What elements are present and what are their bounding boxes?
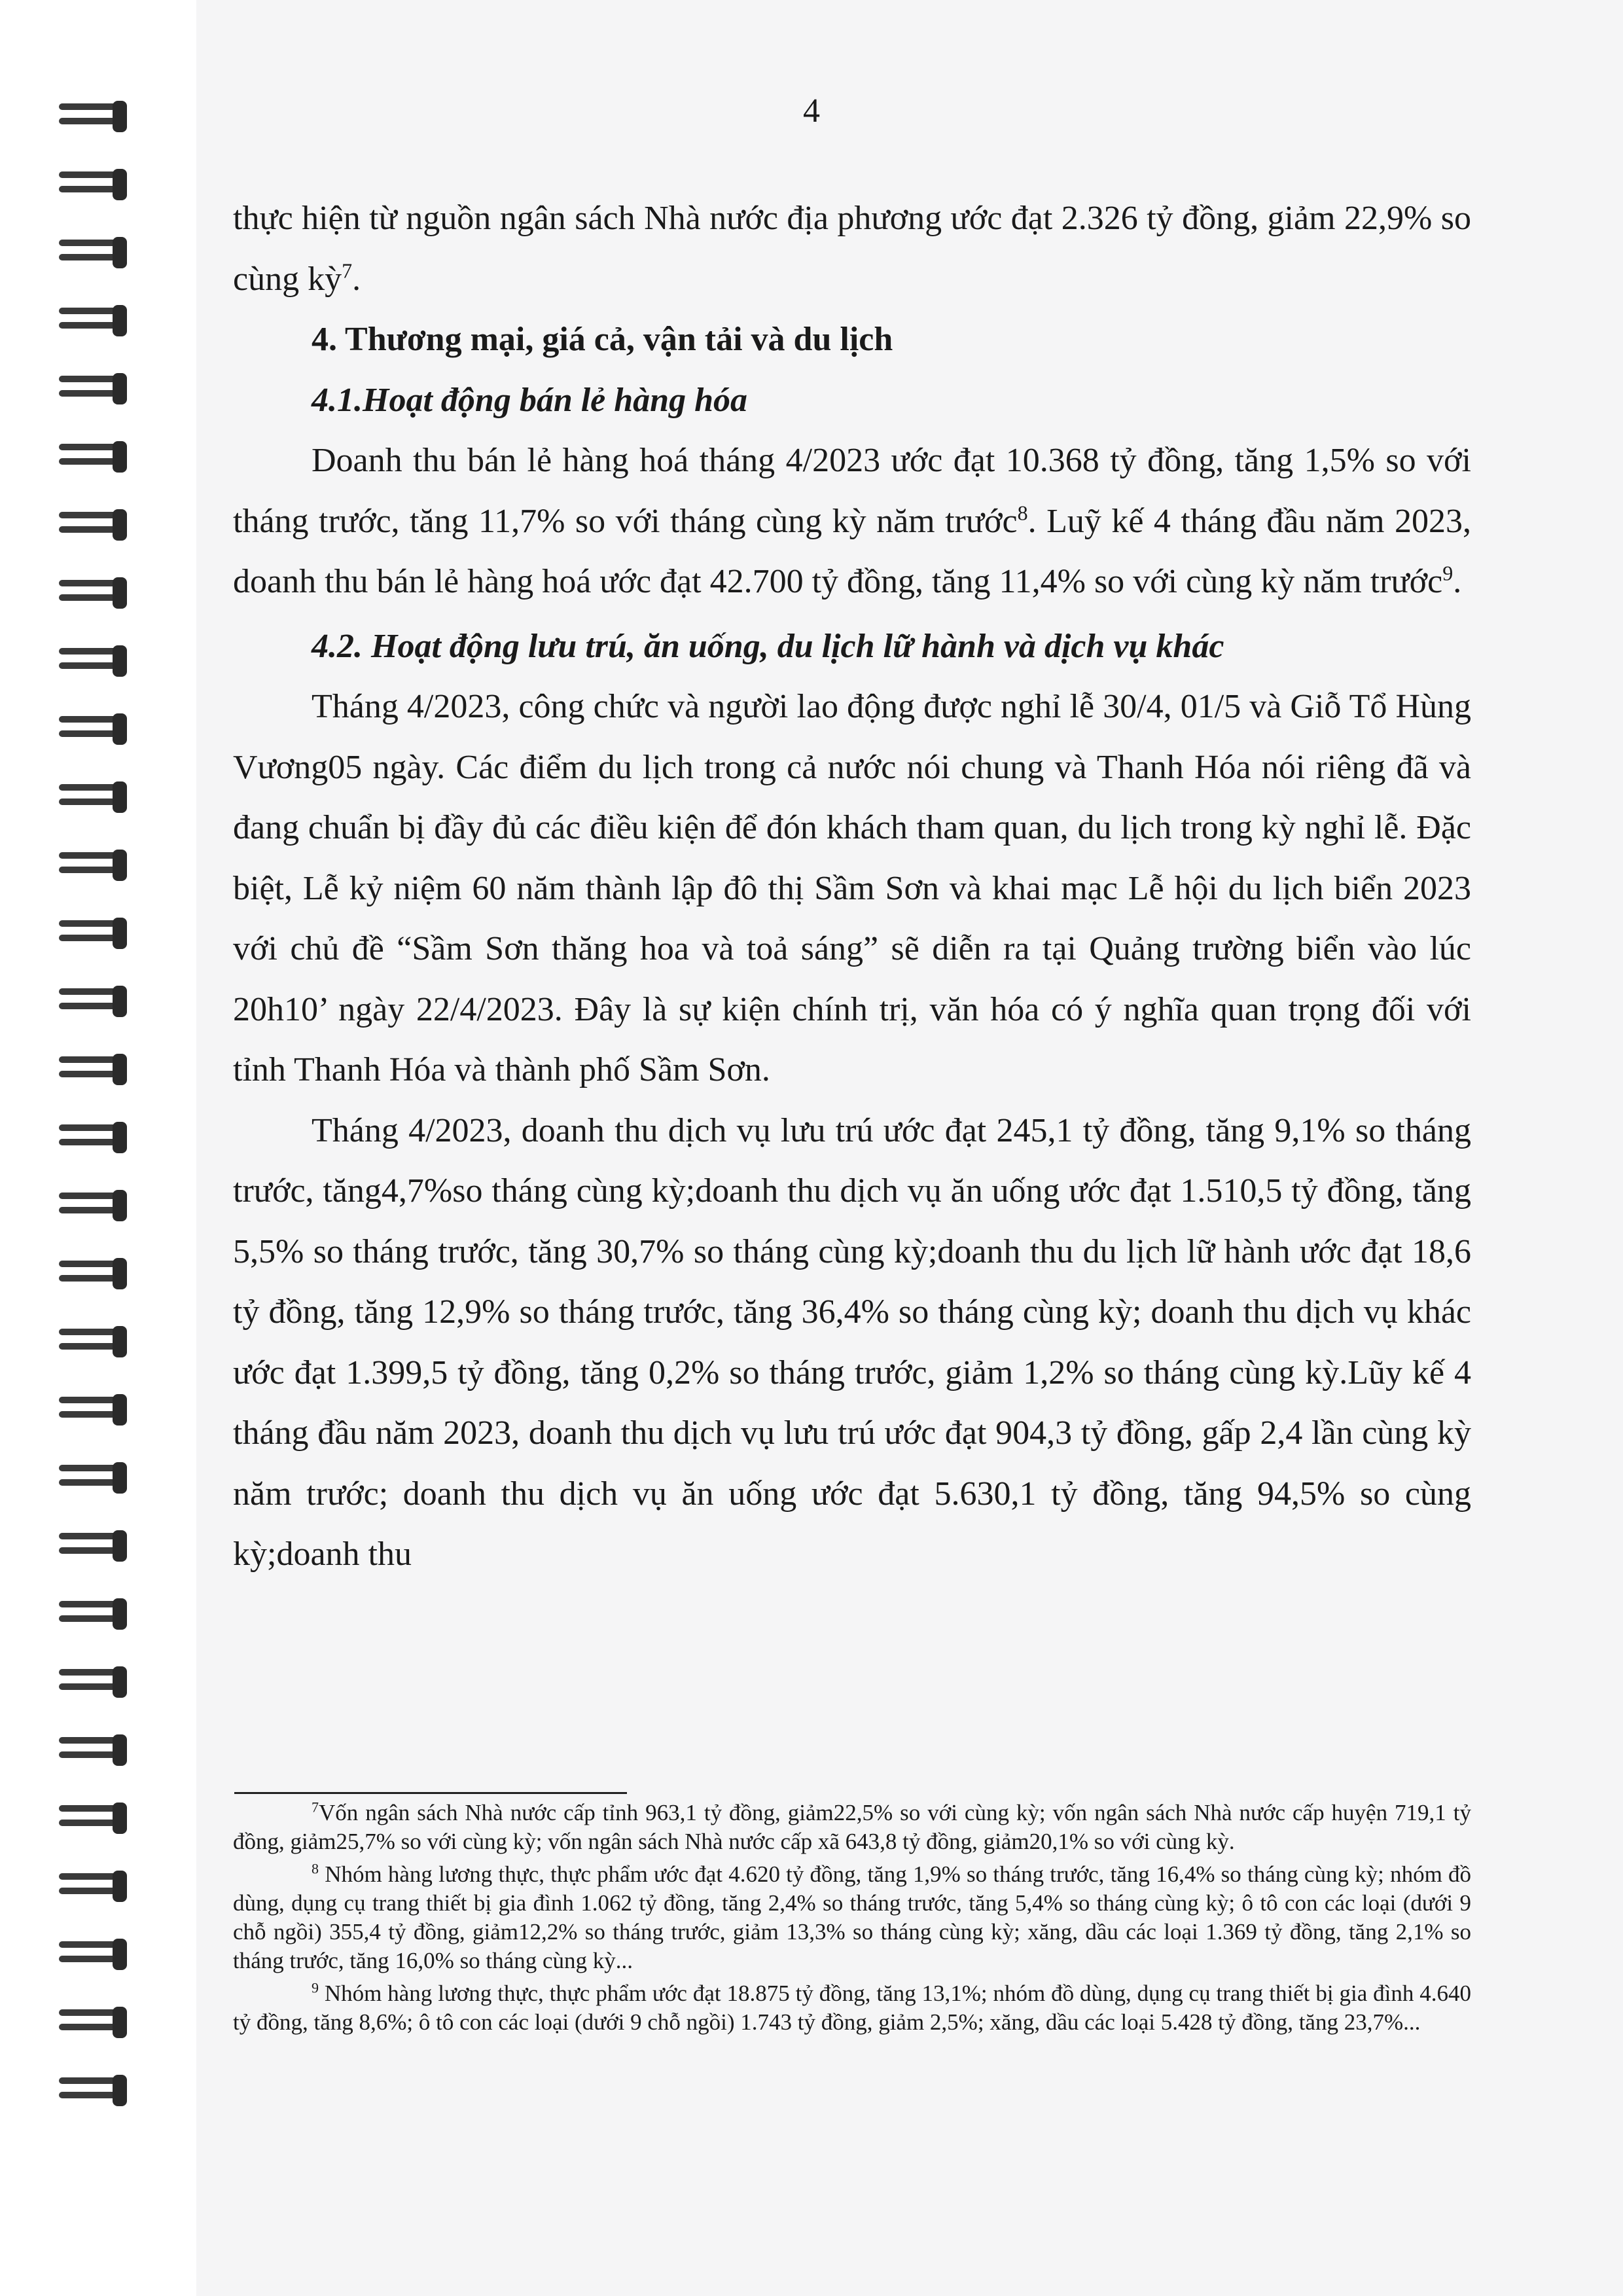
binding-coil-icon	[58, 507, 135, 543]
spiral-binding	[0, 0, 196, 2296]
page-number: 4	[803, 92, 820, 130]
document-body	[233, 188, 1471, 1585]
binding-coil-icon	[58, 234, 135, 271]
paragraph-text: .	[352, 260, 361, 298]
paragraph-holiday: Tháng 4/2023, công chức và người lao động được nghỉ lễ 30/4, 01/5 và Giỗ Tổ Hùng Vương05 ngày. Các điểm du lịch trong cả nước nói chung và Thanh Hóa nói riêng đã và đang chuẩn bị đầy đủ các điều kiện để đón khách tham quan, du lịch trong kỳ nghỉ lễ. Đặc biệt, Lễ kỷ niệm 60 năm thành lập đô thị Sầm Sơn và khai mạc Lễ hội du lịch biển 2023 với chủ đề “Sầm Sơn thăng hoa và toả sáng” sẽ diễn ra tại Quảng trường biển vào lúc 20h10’ ngày 22/4/2023. Đây là sự kiện chính trị, văn hóa có ý nghĩa quan trọng đối với tỉnh Thanh Hóa và thành phố Sầm Sơn.	[233, 688, 1471, 1088]
binding-coil-icon	[58, 166, 135, 203]
binding-coil-icon	[58, 2072, 135, 2109]
binding-coil-icon	[58, 1187, 135, 1224]
binding-coil-icon	[58, 1868, 135, 1905]
binding-coil-icon	[58, 643, 135, 679]
binding-coil-icon	[58, 915, 135, 952]
binding-coil-icon	[58, 1391, 135, 1428]
paragraph-retail	[233, 431, 1471, 613]
binding-coil-icon	[58, 1664, 135, 1700]
footnotes	[233, 1799, 1471, 2041]
binding-coil-icon	[58, 1460, 135, 1496]
paragraph-text: . Luỹ kế 4 tháng đầu năm 2023, doanh thu bán lẻ hàng hoá ước đạt 42.700 tỷ đồng, tăng 11,4% so với cùng kỳ năm trước	[233, 502, 1471, 600]
paragraph-text: thực hiện từ nguồn ngân sách Nhà nước địa phương ước đạt 2.326 tỷ đồng, giảm 22,9% so cùng kỳ	[233, 200, 1471, 298]
footnote-mark: 8	[312, 1860, 319, 1877]
paragraph-intro	[233, 188, 1471, 310]
binding-coil-icon	[58, 2004, 135, 2041]
footnote-text: Nhóm hàng lương thực, thực phẩm ước đạt 18.875 tỷ đồng, tăng 13,1%; nhóm đồ dùng, dụng cụ trang thiết bị gia đình 4.640 tỷ đồng, tăng 8,6%; ô tô con các loại (dưới 9 chỗ ngồi) 1.743 tỷ đồng, giảm 2,5%; xăng, dầu các loại 5.428 tỷ đồng, tăng 23,7%...	[233, 1981, 1471, 2035]
subsection-heading: 4.2. Hoạt động lưu trú, ăn uống, du lịch lữ hành và dịch vụ khác	[312, 627, 1224, 665]
footnote	[233, 1979, 1471, 2037]
binding-coil-icon	[58, 370, 135, 407]
binding-coil-icon	[58, 1936, 135, 1973]
binding-coil-icon	[58, 575, 135, 611]
paragraph-services-revenue: Tháng 4/2023, doanh thu dịch vụ lưu trú ước đạt 245,1 tỷ đồng, tăng 9,1% so tháng trước, tăng4,7%so tháng cùng kỳ;doanh thu dịch vụ ăn uống ước đạt 1.510,5 tỷ đồng, tăng 5,5% so tháng trước, tăng 30,7% so tháng cùng kỳ;doanh thu du lịch lữ hành ước đạt 18,6 tỷ đồng, tăng 12,9% so tháng trước, tăng 36,4% so tháng cùng kỳ; doanh thu dịch vụ khác ước đạt 1.399,5 tỷ đồng, tăng 0,2% so tháng trước, giảm 1,2% so tháng cùng kỳ.Lũy kế 4 tháng đầu năm 2023, doanh thu dịch vụ lưu trú ước đạt 904,3 tỷ đồng, gấp 2,4 lần cùng kỳ năm trước; doanh thu dịch vụ ăn uống ước đạt 5.630,1 tỷ đồng, tăng 94,5% so cùng kỳ;doanh thu	[233, 1111, 1471, 1573]
section-heading: 4. Thương mại, giá cả, vận tải và du lịch	[312, 321, 893, 358]
subsection-heading: 4.1.Hoạt động bán lẻ hàng hóa	[312, 381, 748, 419]
binding-coil-icon	[58, 847, 135, 884]
footnote-ref[interactable]: 9	[1442, 561, 1454, 585]
binding-coil-icon	[58, 1051, 135, 1088]
footnote	[233, 1860, 1471, 1975]
binding-coil-icon	[58, 1119, 135, 1156]
footnote-mark: 7	[312, 1799, 319, 1816]
binding-coil-icon	[58, 711, 135, 747]
footnote-mark: 9	[312, 1979, 319, 1996]
binding-coil-icon	[58, 1323, 135, 1360]
binding-coil-icon	[58, 1596, 135, 1632]
binding-coil-icon	[58, 1255, 135, 1292]
binding-coil-icon	[58, 779, 135, 816]
footnote-ref[interactable]: 8	[1017, 501, 1028, 525]
footnote-text: Nhóm hàng lương thực, thực phẩm ước đạt 4.620 tỷ đồng, tăng 1,9% so tháng trước, tăng 16,4% so tháng cùng kỳ; nhóm đồ dùng, dụng cụ trang thiết bị gia đình 1.062 tỷ đồng, tăng 2,4% so tháng trước, tăng 5,4% so tháng cùng kỳ; ô tô con các loại (dưới 9 chỗ ngồi) 355,4 tỷ đồng, giảm12,2% so tháng trước, giảm 13,3% so tháng cùng kỳ; xăng, dầu các loại 1.369 tỷ đồng, tăng 2,1% so tháng trước, tăng 16,0% so tháng cùng kỳ...	[233, 1861, 1471, 1973]
binding-coil-icon	[58, 1528, 135, 1564]
binding-coil-icon	[58, 439, 135, 475]
binding-coil-icon	[58, 983, 135, 1020]
footnote-text: Vốn ngân sách Nhà nước cấp tỉnh 963,1 tỷ đồng, giảm22,5% so với cùng kỳ; vốn ngân sách Nhà nước cấp huyện 719,1 tỷ đồng, giảm25,7% so với cùng kỳ; vốn ngân sách Nhà nước cấp xã 643,8 tỷ đồng, giảm20,1% so với cùng kỳ.	[233, 1800, 1471, 1854]
paragraph-text: Doanh thu bán lẻ hàng hoá tháng 4/2023 ước đạt 10.368 tỷ đồng, tăng 1,5% so với tháng trước, tăng 11,7% so với tháng cùng kỳ năm trước	[233, 442, 1471, 540]
binding-coil-icon	[58, 302, 135, 339]
binding-coil-icon	[58, 1732, 135, 1768]
footnote	[233, 1799, 1471, 1856]
paragraph-text: .	[1453, 563, 1462, 600]
footnote-ref[interactable]: 7	[342, 259, 353, 283]
footnote-separator	[234, 1792, 627, 1794]
binding-coil-icon	[58, 1800, 135, 1837]
